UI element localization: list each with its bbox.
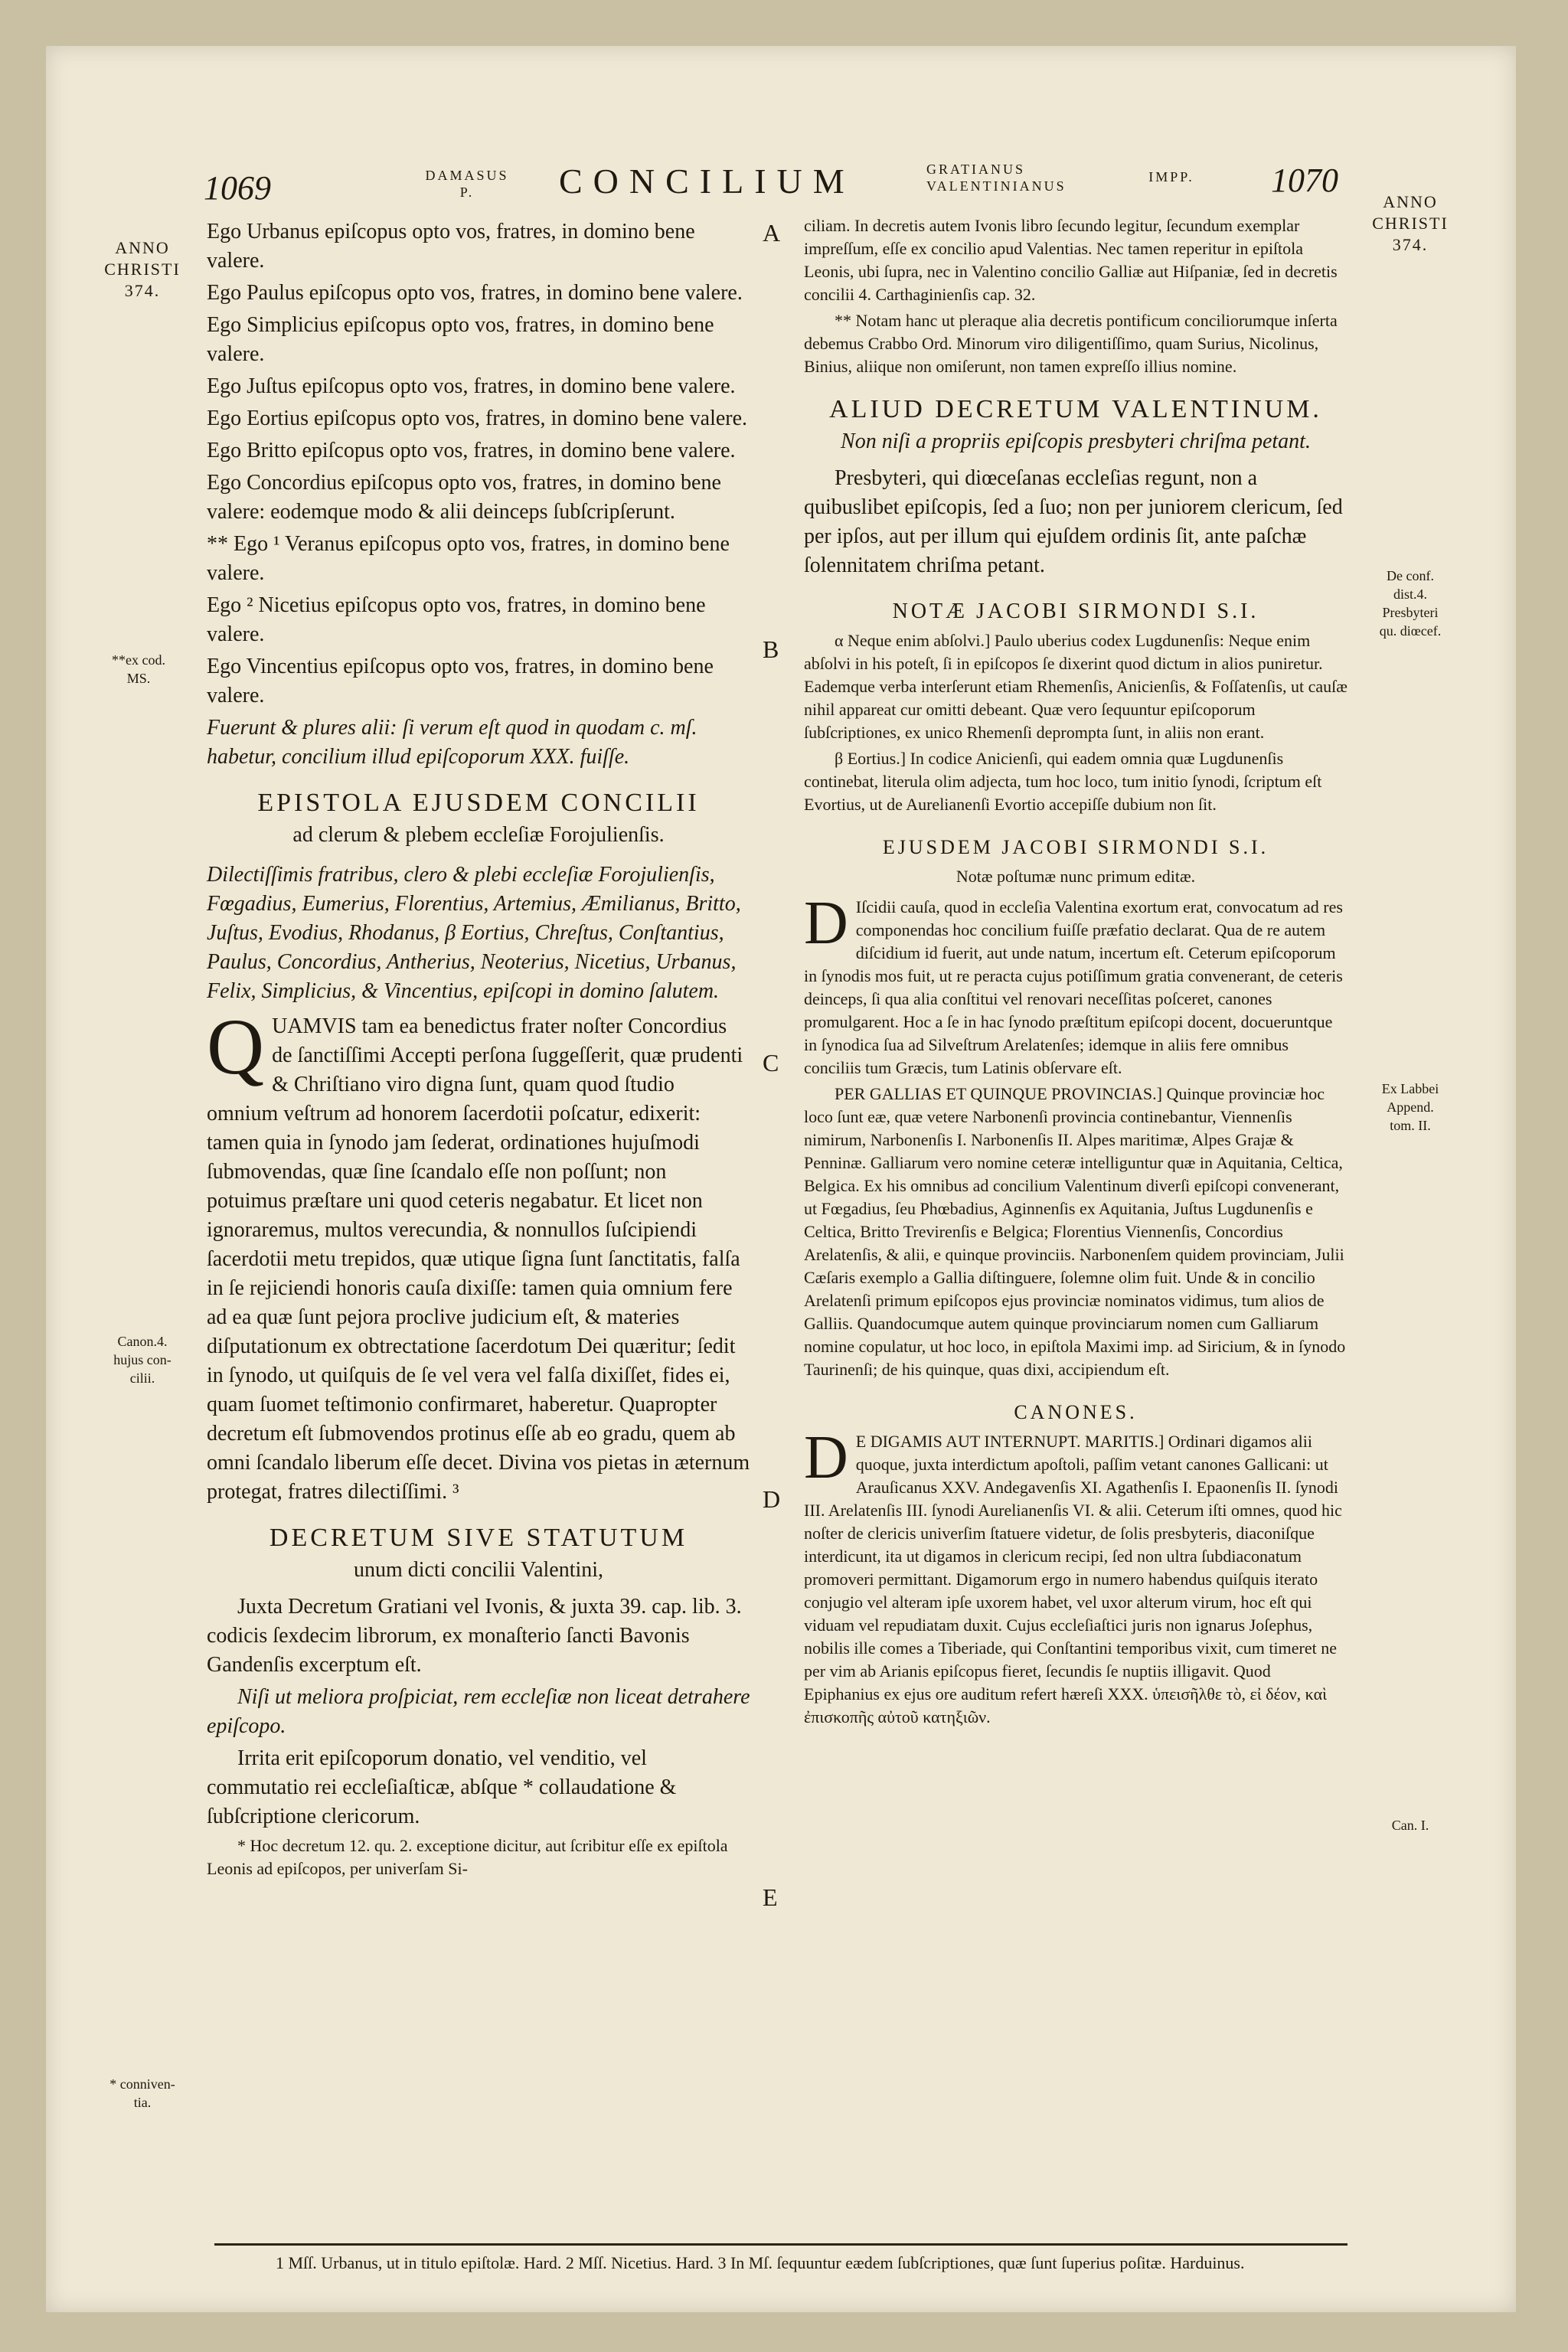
right-running-imp: IMPP. <box>1148 169 1194 185</box>
left-running-head <box>406 167 528 201</box>
left-folio: 1069 <box>204 169 271 207</box>
section-letter-b: B <box>763 635 779 663</box>
hoc-note: * Hoc decretum 12. qu. 2. exceptione dicitur, aut ſcribitur eſſe ex epiſtola Leonis ad epiſcopos, per univerſam Si- <box>207 1836 728 1878</box>
digamis-paragraph <box>804 1424 1348 1729</box>
subscription-line: Ego Paulus epiſcopus opto vos, fratres, in domino bene valere. <box>207 281 743 305</box>
section-letter-c: C <box>763 1049 779 1076</box>
subscription-line: Ego Vincentius epiſcopus opto vos, fratres, in domino bene valere. <box>207 655 714 707</box>
margin-note-labbe <box>1357 1080 1464 1135</box>
christi-label: CHRISTI <box>1372 214 1449 233</box>
right-column <box>804 214 1348 1732</box>
decretum-heading: DECRETUM SIVE STATUTUM <box>269 1524 688 1552</box>
page-title: CONCILIUM <box>559 162 855 201</box>
dissidii-paragraph <box>804 890 1348 1080</box>
drop-cap: D <box>804 1424 848 1491</box>
ejusdem-subheading: Notæ poſtumæ nunc primum editæ. <box>956 867 1196 886</box>
subscription-line: Ego Simplicius epiſcopus opto vos, fratres, in domino bene valere. <box>207 313 714 366</box>
subscription-line: Ego Concordius epiſcopus opto vos, fratres, in domino bene valere: eodemque modo & alii deinceps ſubſcripſerunt. <box>207 471 721 524</box>
aliud-subheading: Non niſi a propriis epiſcopis presbyteri chriſma petant. <box>841 430 1311 453</box>
margin-note-line: Ex Labbei <box>1381 1081 1439 1096</box>
quamvis-text: UAMVIS tam ea benedictus frater noſter Concordius de ſanctiſſimi Accepti perſona ſuggeſſerit, quæ prudenti & Chriſtiano viro digna ſunt, quam quod ſtudio omnium veſtrum ad honorem ſacerdotii poſcatur, edixerit: tamen quia in ſynodo jam ſederat, ordinationes hujuſmodi ſubmovendas, quæ ſine ſcandalo eſſe non poſſunt; non potuimus præſtare uni quod ceteris negabatur. Et licet non ignoraremus, multos verecundia, & nonnullos ſuſcipiendi ſacerdotii metu trepidos, quæ utique ſigna ſunt ſanctitatis, falſa in ſe rejiciendi honoris cauſa dixiſſe: tamen quia omnium fere ad ea quæ ſunt pejora proclive judicium eſt, & materies diſputationum ex obtrectatione ſacerdotum Dei quæritur; ſedit in ſynodo, ut quiſquis de ſe vel vera vel falſa dixiſſet, fides ei, quam ſuomet teſtimonio confirmaret, haberetur. Quapropter decretum eſt ſubmovendos protinus eſſe ab eo gradu, quem ab omni ſcandalo liberum eſſe decet. Divina vos pietas in æternum protegat, fratres dilectiſſimi. ³ <box>207 1014 750 1504</box>
margin-note-line: qu. diœcef. <box>1379 623 1442 639</box>
left-column <box>207 217 750 1883</box>
margin-note-line: MS. <box>126 671 151 686</box>
presbyteri-paragraph: Presbyteri, qui diœceſanas eccleſias regunt, non a quibuslibet epiſcopis, ſed a ſuo; non per juniorem clericum, ſed per ipſos, aut per illum qui ejuſdem ordinis ſit, ante paſchæ ſolennitatem chriſma petant. <box>804 466 1343 577</box>
notam-note: ** Notam hanc ut pleraque alia decretis pontificum conciliorumque inſerta debemus Crabbo Ord. Minorum viro diligentiſſimo, quam Surius, Nicolinus, Binius, aliique non omiſerunt, non tamen expreſſo illius nomine. <box>804 311 1338 376</box>
epistola-subheading: ad clerum & plebem eccleſiæ Forojulienſis. <box>292 823 665 847</box>
left-running-line-2: P. <box>459 185 475 200</box>
anno-christi-left <box>96 237 188 302</box>
dissidii-text: Iſcidii cauſa, quod in eccleſia Valentina exortum erat, convocatum ad res componendas hoc concilium fuiſſe præfatio declarat. Qua de re autem diſcidium id fuerit, aut unde natum, incertum eſt. Ceterum epiſcoporum in ſynodis mos fuit, ut re peracta cujus potiſſimum gratia convenerant, de ceteris deinceps, ſi qua alia conſtitui vel renovari neceſſitas poſceret, canones promulgarent. Hoc a ſe in hac ſynodo præſtitum epiſcopi docent, docueruntque in ſynodica ſua ad Silveſtrum Arelatenſes; idemque in aliis fere omnibus conciliis tum Græcis, tum Latinis obſervare eſt. <box>804 897 1343 1077</box>
footnote-rule <box>214 2243 1348 2246</box>
right-running-line-2: VALENTINIANUS <box>926 178 1067 194</box>
notae-heading: NOTÆ JACOBI SIRMONDI S.I. <box>892 599 1259 623</box>
margin-note-can1: Can. I. <box>1391 1818 1429 1833</box>
digamis-text: E DIGAMIS AUT INTERNUPT. MARITIS.] Ordinari digamos alii quoque, juxta interdictum apoſtoli, paſſim vetant canones Gallicani: ut Arauſicanus XXV. Andegavenſis XI. Agathenſis I. Epaonenſis II. ſynodi III. Arelatenſis III. ſynodi Aurelianenſis VI. & alii. Ceterum iſti omnes, quod hic noſter de clericis univerſim ſtatuere videtur, de ſolis presbyteris, diaconiſque interdicunt, ita ut digamos in clericum recipi, ſed non ultra ſubdiaconatum promoveri permittant. Digamorum ergo in numero habendus quiſquis iterato conjugio vel alteram ipſe uxorem habet, vel uxor alterum virum, hoc eſt qui viduam vel repudiatam duxit. Cujus eccleſiaſtici juris non ignarus Joſephus, nobilis ille comes a Tiberiade, qui Conſtantini temporibus vixit, cum timeret ne per vim ab Arianis epiſcopus fieret, ſecundis ſe nuptiis illigavit. Quod Epiphanius ex ejus ore auditum refert hæreſi XXX. ὑπεισῆλθε τὸ, εἰ δέον, καὶ ἐπισκοπῆς αὐτοῦ κατηξιῶν. <box>804 1432 1342 1726</box>
subscription-line: Ego Eortius epiſcopus opto vos, fratres, in domino bene valere. <box>207 407 748 430</box>
per-gallias-paragraph: PER GALLIAS ET QUINQUE PROVINCIAS.] Quinque provinciæ hoc loco ſunt eæ, quæ vetere Narbonenſi provincia continebantur, Viennenſis nimirum, Narbonenſis I. Narbonenſis II. Alpes maritimæ, Alpes Grajæ & Penninæ. Galliarum vero nomine ceteræ intelliguntur quæ in Aquitania, Celtica, Belgica. Ex his omnibus ad concilium Valentinum diverſi epiſcopi convenerant, ut Fœgadius, ſeu Phœbadius, Aginnenſis ex Aquitania, Juſtus Lugdunenſis e Celtica, Britto Trevirenſis e Belgica; Florentius Viennenſis, Concordius Arelatenſis, & alii, e quinque provinciis. Narbonenſem quidem provinciam, Julii Cæſaris exemplo a Gallia diſtinguere, ſolemne olim fuit. Unde & in concilio Arelatenſi primum epiſcopos ejus provinciæ nominatos vidimus, tum alios de Galliis. Quandocumque autem quinque provinciarum nomen cum Galliarum nomine copulatur, ut hoc loco, in epiſtola Maximi imp. ad Siricium, & in ſynodo Taurinenſi; de his quinque, quas dixi, accipiendum eſt. <box>804 1084 1346 1379</box>
decretum-subheading: unum dicti concilii Valentini, <box>353 1558 604 1582</box>
section-letter-d: D <box>763 1485 781 1513</box>
left-running-line-1: DAMASUS <box>425 168 509 183</box>
drop-cap: Q <box>207 1003 265 1091</box>
margin-note-line: **ex cod. <box>112 652 165 668</box>
anno-label: ANNO <box>115 238 170 257</box>
anno-label: ANNO <box>1383 192 1438 211</box>
section-letter-e: E <box>763 1883 778 1911</box>
margin-note-line: De conf. <box>1387 568 1434 583</box>
fuerunt-note: Fuerunt & plures alii: ſi verum eſt quod in quodam c. mſ. habetur, concilium illud epiſcoporum XXX. fuiſſe. <box>207 716 697 769</box>
quamvis-paragraph <box>207 1003 750 1507</box>
margin-note-line: cilii. <box>129 1370 155 1386</box>
anno-christi-right <box>1357 191 1464 256</box>
subscription-line: Ego Urbanus epiſcopus opto vos, fratres, in domino bene valere. <box>207 220 695 273</box>
aliud-heading: ALIUD DECRETUM VALENTINUM. <box>829 395 1322 423</box>
subscription-line: Ego ² Nicetius epiſcopus opto vos, fratres, in domino bene valere. <box>207 593 706 646</box>
margin-note-line: * conniven- <box>109 2076 175 2092</box>
margin-note-line: Append. <box>1387 1099 1434 1115</box>
book-page <box>46 46 1516 2312</box>
salutation: Dilectiſſimis fratribus, clero & plebi eccleſiæ Forojulienſis, Fœgadius, Eumerius, Florentius, Artemius, Æmilianus, Britto, Juſtus, Evodius, Rhodanus, β Eortius, Chreſtus, Conſtantius, Paulus, Concordius, Antherius, Neoterius, Nicetius, Urbanus, Felix, Simplicius, & Vincentius, epiſcopi in domino ſalutem. <box>207 863 741 1003</box>
margin-note-canon <box>96 1332 188 1387</box>
nisi-heading: Niſi ut meliora proſpiciat, rem eccleſiæ non liceat detrahere epiſcopo. <box>207 1685 750 1738</box>
footnotes: 1 Mſſ. Urbanus, ut in titulo epiſtolæ. Hard. 2 Mſſ. Nicetius. Hard. 3 In Mſ. ſequuntur eædem ſubſcriptiones, quæ ſunt ſuperius poſitæ. Harduinus. <box>276 2253 1245 2272</box>
margin-note-line: Presbyteri <box>1382 605 1439 620</box>
subscription-line: Ego Juſtus epiſcopus opto vos, fratres, in domino bene valere. <box>207 374 736 398</box>
irrita-paragraph: Irrita erit epiſcoporum donatio, vel venditio, vel commutatio rei eccleſiaſticæ, abſque * collaudatione & ſubſcriptione clericorum. <box>207 1746 677 1828</box>
right-running-head <box>926 161 1125 194</box>
subscription-line: ** Ego ¹ Veranus epiſcopus opto vos, fratres, in domino bene valere. <box>207 532 730 585</box>
section-letter-a: A <box>763 219 781 247</box>
right-running-line-1: GRATIANUS <box>926 162 1026 177</box>
year-label: 374. <box>1392 235 1429 254</box>
christi-label: CHRISTI <box>104 260 181 279</box>
note-beta: β Eortius.] In codice Anicienſi, qui eadem omnia quæ Lugdunenſis continebat, literula olim adjecta, tum hoc loco, tum initio ſynodi, ſcriptum eſt Evortius, ut de Aurelianenſi Evortio accepiſſe dubium non ſit. <box>804 749 1322 814</box>
continuation-note: ciliam. In decretis autem Ivonis libro ſecundo legitur, ſecundum exemplar impreſſum, eſſe ex concilio apud Valentias. Nec tamen reperitur in epiſtola Leonis, ubi ſupra, nec in Valentino concilio Galliæ aut Hiſpaniæ, ſed in decretis concilii 4. Carthaginienſis cap. 32. <box>804 216 1338 304</box>
margin-note-line: tia. <box>133 2095 152 2110</box>
right-folio: 1070 <box>1271 162 1338 199</box>
margin-note-line: dist.4. <box>1393 586 1427 602</box>
juxta-paragraph: Juxta Decretum Gratiani vel Ivonis, & juxta 39. cap. lib. 3. codicis ſexdecim librorum, ex monaſterio ſancti Bavonis Gandenſis excerptum eſt. <box>207 1595 742 1677</box>
subscriptions-list <box>207 217 750 710</box>
subscription-line: Ego Britto epiſcopus opto vos, fratres, in domino bene valere. <box>207 439 736 462</box>
epistola-heading: EPISTOLA EJUSDEM CONCILII <box>257 789 700 817</box>
margin-note-line: hujus con- <box>113 1352 172 1367</box>
margin-note-excod <box>96 651 181 688</box>
margin-note-conniventia <box>96 2075 188 2112</box>
margin-note-deconf <box>1357 567 1464 640</box>
drop-cap: D <box>804 890 848 957</box>
canones-heading: CANONES. <box>1014 1401 1138 1423</box>
ejusdem-heading: EJUSDEM JACOBI SIRMONDI S.I. <box>882 836 1269 858</box>
margin-note-line: tom. II. <box>1390 1118 1431 1133</box>
note-alpha: α Neque enim abſolvi.] Paulo uberius codex Lugdunenſis: Neque enim abſolvi in his poteſt, ſi in epiſcopos ſe dixerint quod dictum in alios puniretur. Eademque verba interſerunt etiam Rhemenſis, Anicienſis, & Foſſatenſis, ut cauſæ nihil appareat cur omitti debeant. Quæ vero ſequuntur epiſcoporum ſubſcriptiones, ex unico Rhemenſi deprompta ſunt, in aliis non erant. <box>804 631 1348 742</box>
year-label: 374. <box>124 281 161 300</box>
margin-note-line: Canon.4. <box>117 1334 168 1349</box>
